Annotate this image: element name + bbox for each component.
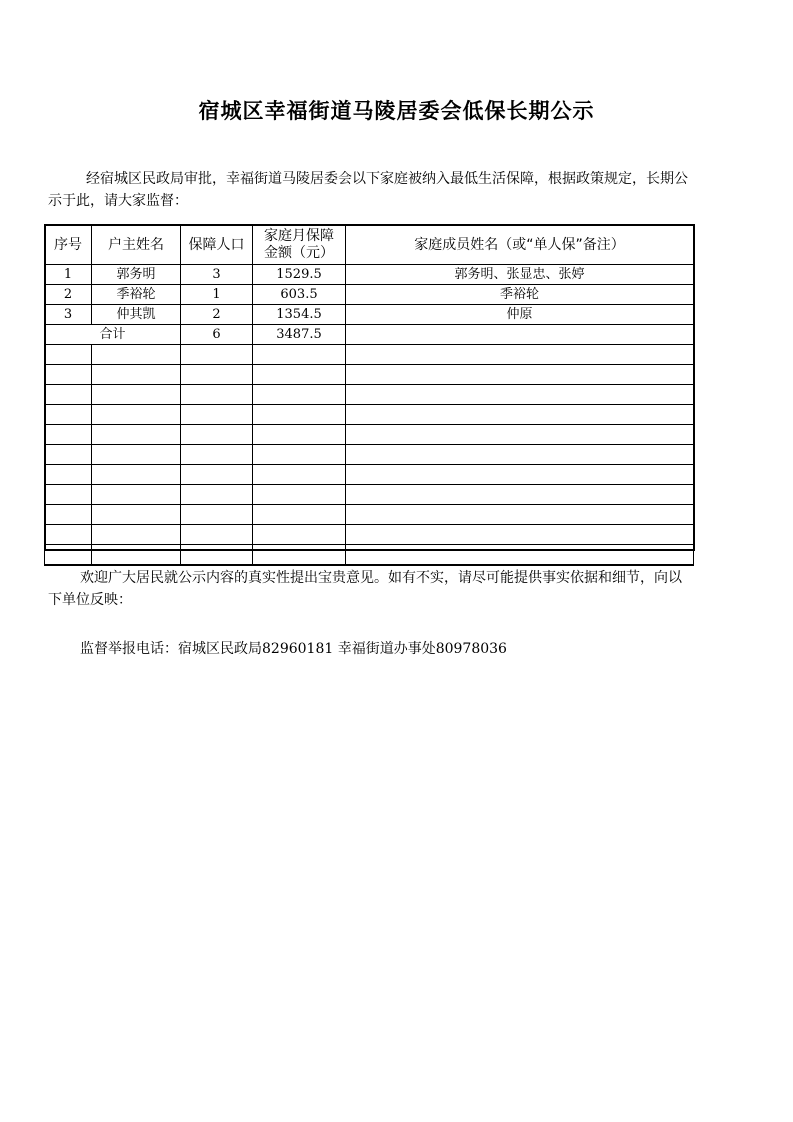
cell-amount: 603.5 <box>253 285 346 305</box>
empty-row <box>45 505 694 525</box>
header-amount-line2: 金额（元） <box>264 245 334 261</box>
header-members: 家庭成员姓名（或“单人保”备注） <box>346 225 694 265</box>
cell-householder: 季裕轮 <box>92 285 181 305</box>
cell-index: 1 <box>45 265 92 285</box>
intro-paragraph: 经宿城区民政局审批，幸福街道马陵居委会以下家庭被纳入最低生活保障，根据政策规定，长期公示于此，请大家监督： <box>48 171 688 209</box>
total-amount: 3487.5 <box>253 325 346 345</box>
cell-persons: 1 <box>181 285 253 305</box>
hotline-line: 监督举报电话：宿城区民政局82960181 幸福街道办事处80978036 <box>80 641 507 657</box>
header-persons: 保障人口 <box>181 225 253 265</box>
cell-householder: 郭务明 <box>92 265 181 285</box>
allowance-table <box>44 224 694 566</box>
feedback-paragraph: 欢迎广大居民就公示内容的真实性提出宝贵意见。如有不实，请尽可能提供事实依据和细节，向以下单位反映： <box>48 570 682 608</box>
empty-row <box>45 465 694 485</box>
table-row <box>45 305 694 325</box>
cell-amount: 1354.5 <box>253 305 346 325</box>
page-title: 宿城区幸福街道马陵居委会低保长期公示 <box>198 98 595 123</box>
total-label: 合计 <box>45 325 181 345</box>
empty-row <box>45 345 694 365</box>
cell-members: 郭务明、张显忠、张婷 <box>346 265 694 285</box>
empty-row <box>45 525 694 545</box>
empty-row <box>45 485 694 505</box>
table-row <box>45 265 694 285</box>
empty-row <box>45 545 694 566</box>
total-persons: 6 <box>181 325 253 345</box>
cell-persons: 3 <box>181 265 253 285</box>
cell-persons: 2 <box>181 305 253 325</box>
cell-members: 仲原 <box>346 305 694 325</box>
table-row <box>45 285 694 305</box>
header-householder: 户主姓名 <box>92 225 181 265</box>
cell-members: 季裕轮 <box>346 285 694 305</box>
header-index: 序号 <box>45 225 92 265</box>
cell-index: 2 <box>45 285 92 305</box>
table-header-row <box>45 225 694 265</box>
cell-householder: 仲其凯 <box>92 305 181 325</box>
cell-amount: 1529.5 <box>253 265 346 285</box>
empty-row <box>45 365 694 385</box>
empty-row <box>45 425 694 445</box>
total-members <box>346 325 694 345</box>
empty-row <box>45 405 694 425</box>
total-row <box>45 325 694 345</box>
empty-row <box>45 385 694 405</box>
cell-index: 3 <box>45 305 92 325</box>
header-amount-line1: 家庭月保障 <box>264 228 334 244</box>
empty-row <box>45 445 694 465</box>
header-amount <box>253 225 346 265</box>
